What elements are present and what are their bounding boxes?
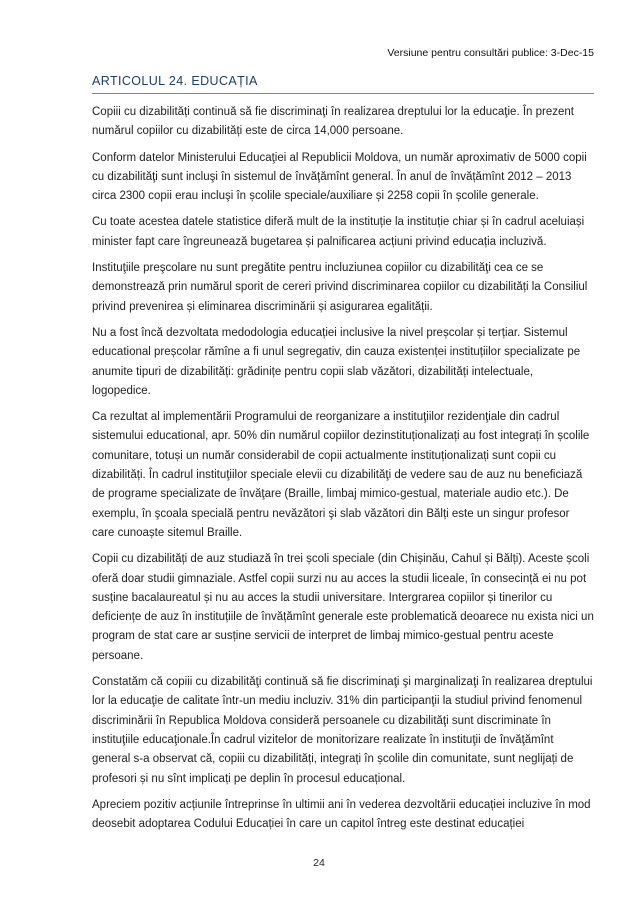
paragraph-8: Constatăm că copiii cu dizabilităţi continuă să fie discriminaţi şi marginalizaţi în realizarea dreptului lor la educaţie de calitate într-un mediu incluziv. 31% din participanţii la studiul privind fenomenul discriminării în Republica Moldova consideră persoanele cu dizabilităţi sunt discriminate în instituţiile educaţionale.În cadrul vizitelor de monitorizare realizate în instituţii de învăţămînt general s-a observat că, copiii cu dizabilități, integrați în școlile din comunitate, sunt neglijați de profesori și nu sînt implicați pe deplin în procesul educațional. bbox=[92, 676, 593, 785]
paragraph-7: Copii cu dizabilități de auz studiază în trei școli speciale (din Chișinău, Cahul și Bălți). Aceste școli oferă doar studii gimnaziale. Astfel copii surzi nu au acces la studii liceale, în consecință ei nu pot susține bacalaureatul și nu au acces la studii universitare. Intergrarea copiilor și tinerilor cu deficiențe de auz în instituțiile de învățămînt generale este problematică deoarece nu exista nici un program de stat care ar susține servicii de interpret de limbaj mimico-gestual pentru aceste persoane. bbox=[92, 553, 594, 662]
paragraph-3: Cu toate acestea datele statistice diferă mult de la instituție la instituție chiar și în cadrul aceluiași minister fapt care îngreunează bugetarea și palnificarea acțiuni privind educația incluzivă. bbox=[92, 216, 585, 248]
paragraph-4: Instituţiile preşcolare nu sunt pregătite pentru incluziunea copiilor cu dizabilităţi cea ce se demonstrează prin numărul sporit de cereri privind discriminarea copiilor cu dizabilități la Consiliul privind prevenirea și eliminarea discriminării și asigurarea egalității. bbox=[92, 262, 588, 313]
page-number: 24 bbox=[313, 857, 325, 869]
header-note: Versiune pentru consultări publice: 3-Dec-15 bbox=[387, 47, 594, 59]
paragraph-2: Conform datelor Ministerului Educaţiei al Republicii Moldova, un număr aproximativ de 5000 copii cu dizabilităţi sunt incluşi în sistemul de învăţămînt general. În anul de învățămînt 2012 – 2013 circa 2300 copii erau incluşi în școlile speciale/auxiliare și 2258 copii în școlile generale. bbox=[92, 151, 587, 203]
paragraph-9: Apreciem pozitiv acțiunile întreprinse în ultimii ani în vederea dezvoltării educației incluzive în mod deosebit adoptarea Codului Educației în care un capitol întreg este destinat educației bbox=[92, 798, 591, 831]
paragraph-5: Nu a fost încă dezvoltata medodologia educației inclusive la nivel preșcolar și terțiar. Sistemul educational preșcolar rămîne a fi unul segregativ, din cauza existenței instituțiilor specializate pe anumite tipuri de dizabilități: grădinițe pentru copii slab văzători, dizabilități intelectuale, logopedice. bbox=[92, 326, 581, 397]
article-body bbox=[92, 103, 594, 841]
paragraph-1: Copiii cu dizabilități continuă să fie discriminaţi în realizarea dreptului lor la educaţie. În prezent numărul copiilor cu dizabilități este de circa 14,000 persoane. bbox=[92, 106, 574, 138]
article-title: ARTICOLUL 24. EDUCAȚIA bbox=[92, 74, 258, 88]
title-divider bbox=[92, 93, 594, 94]
paragraph-6: Ca rezultat al implementării Programului de reorganizare a instituţiilor rezidenţiale din cadrul sistemului educational, apr. 50% din numărul copiilor dezinstituționalizați au fost integrați în școlile comunitare, totuși un număr considerabil de copii actualmente instituționalizați sunt copii cu dizabilități. În cadrul instituţiilor speciale elevii cu dizabilităţi de vedere sau de auz nu beneficiază de programe specializate de învăţare (Braille, limbaj mimico-gestual, materiale audio etc.). De exemplu, în şcoala specială pentru nevăzători şi slab văzători din Bălți este un singur profesor care cunoaște sitemul Braille. bbox=[92, 411, 590, 539]
